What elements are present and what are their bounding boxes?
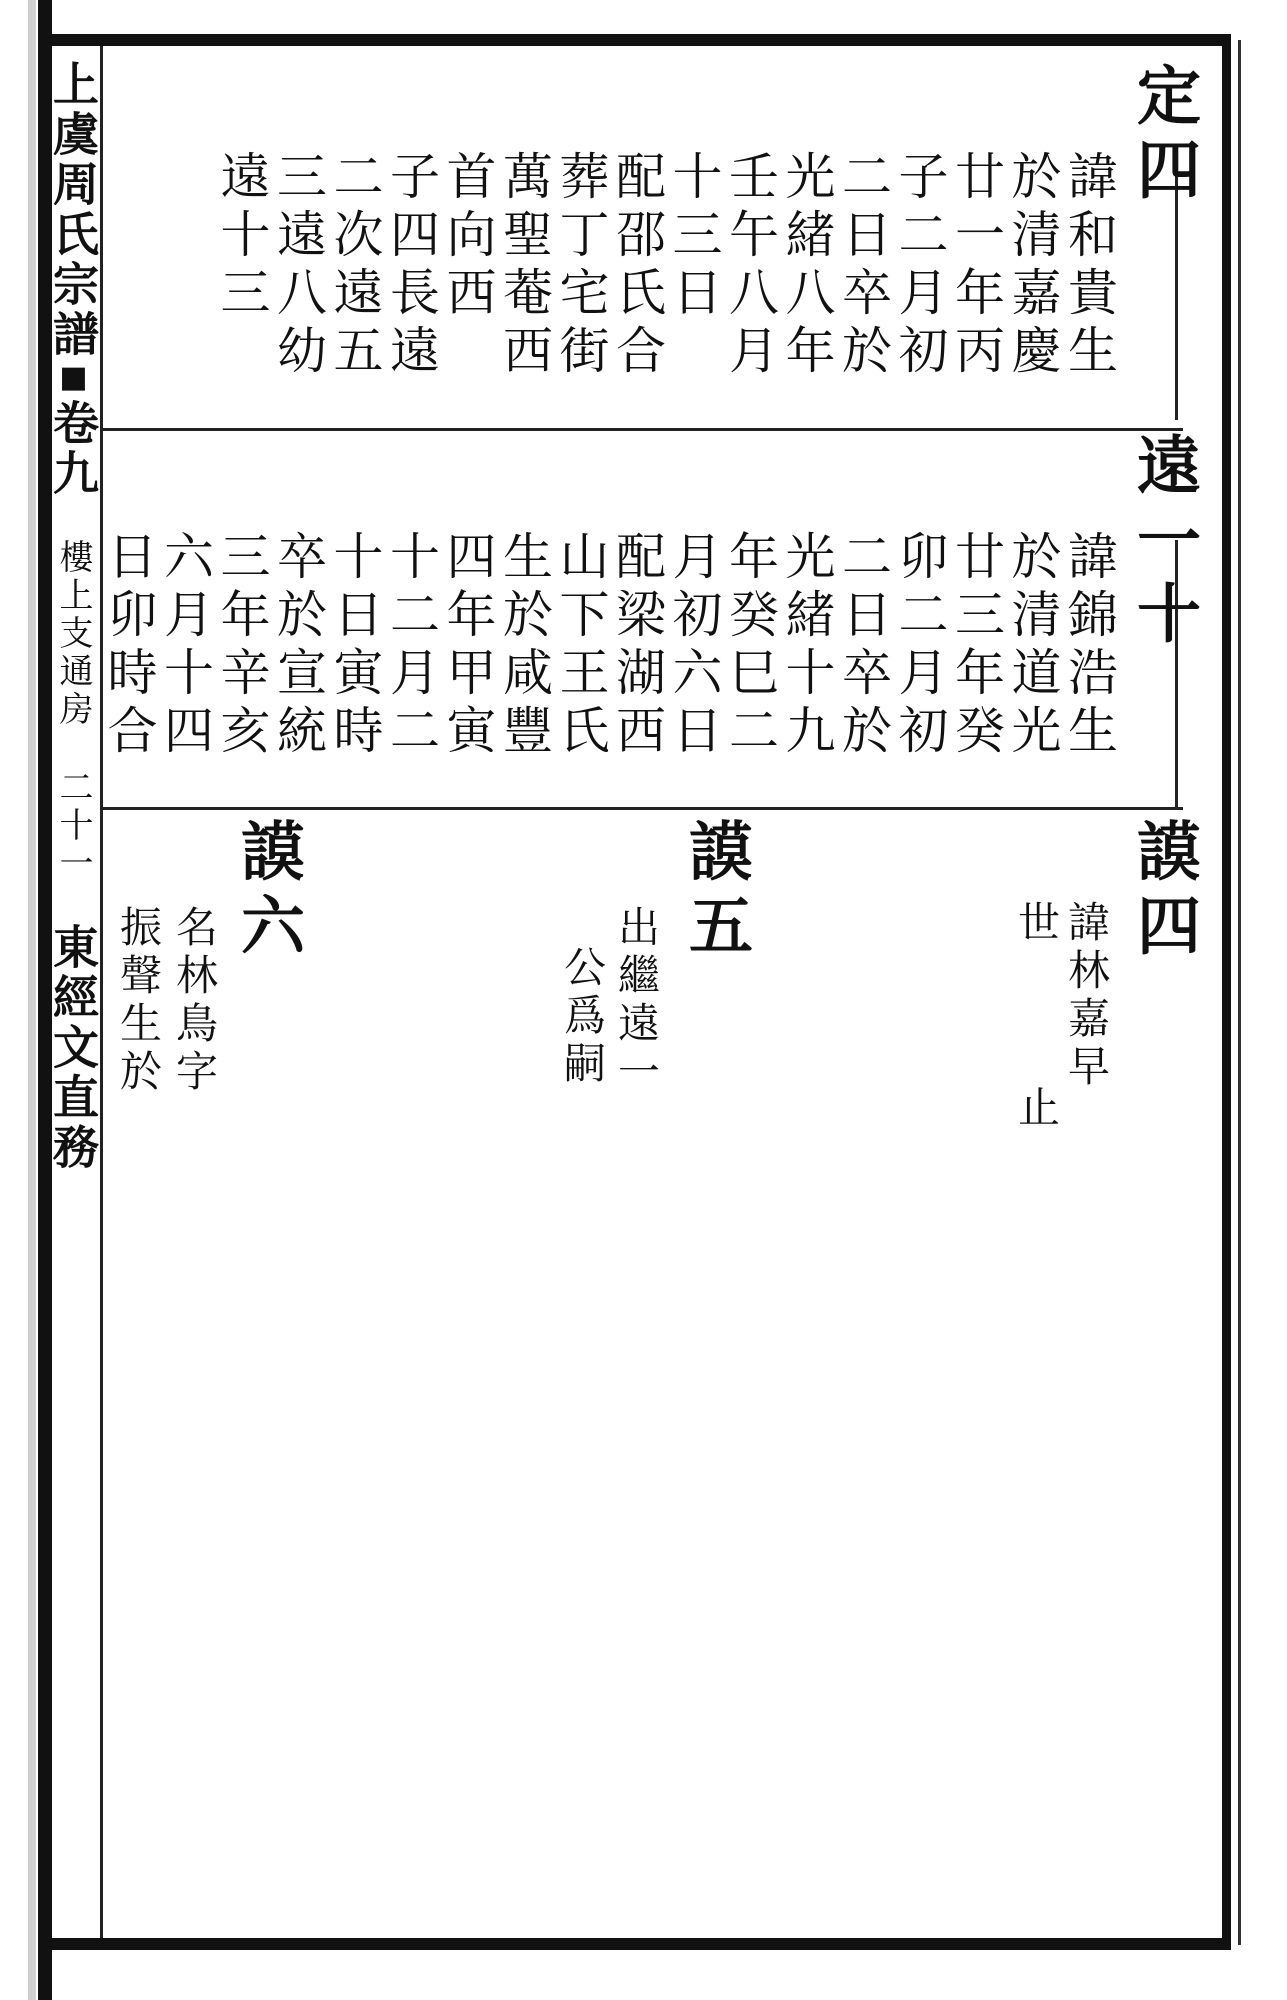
page-edge-shadow (28, 0, 36, 2000)
mo-four-text-3: 止 (1012, 1085, 1061, 1133)
tier1-column: 諱和貴生 (1060, 150, 1118, 382)
mo-four-text-1: 諱林嘉早 (1062, 900, 1111, 1092)
tier2-column: 卯二月初 (890, 530, 949, 762)
margin-block-mark: ■ (56, 360, 91, 399)
heading-mo-six: 謨六 (230, 818, 305, 966)
tier2-column: 山下王氏 (551, 530, 610, 762)
mo-four-text-2: 世 (1012, 900, 1061, 948)
tier2-column: 十日寅時 (325, 530, 384, 762)
heading-yuan-eleven: 遠一十 (1126, 432, 1201, 654)
bottom-border (52, 1938, 1222, 1950)
tier-rule-2 (103, 807, 1183, 810)
tier2-column: 卒於宣統 (269, 530, 327, 762)
tier1-column: 萬聖菴西 (495, 150, 553, 382)
tier2-column: 十二月二 (382, 530, 440, 762)
tier1-column: 配邵氏合 (608, 150, 666, 382)
right-border (1222, 34, 1231, 1950)
tier2-column: 六月十四 (156, 530, 214, 762)
tier1-column: 遠十三 (212, 150, 271, 324)
margin-hall: 東經文直務 (46, 923, 100, 1173)
heading-mo-five: 謨五 (678, 818, 753, 966)
tier1-column: 於清嘉慶 (1003, 150, 1062, 382)
tier2-column: 年癸巳二 (721, 530, 779, 762)
tier1-column: 廿一年丙 (947, 150, 1005, 382)
tier-rule-1 (103, 428, 1183, 431)
tier1-column: 壬午八月 (721, 150, 779, 382)
tier2-column: 配梁湖西 (608, 530, 666, 762)
right-outer-rule (1238, 40, 1241, 1945)
tier1-column: 十三日 (664, 150, 723, 324)
tree-branch-1 (1160, 428, 1178, 431)
tier2-column: 光緒十九 (777, 530, 836, 762)
mo-six-text-2: 振聲生於 (114, 905, 163, 1097)
tier1-column: 子二月初 (890, 150, 949, 382)
margin-page-number: 二十一 (53, 769, 93, 883)
tier1-column: 葬丁宅街 (551, 150, 610, 382)
heading-mo-four: 謨四 (1126, 818, 1201, 966)
tier1-column: 子四長遠 (382, 150, 440, 382)
top-border (52, 34, 1222, 46)
tier1-column: 二次遠五 (325, 150, 384, 382)
mo-six-text-1: 名林鳥字 (170, 905, 219, 1097)
tier2-column: 二日卒於 (834, 530, 892, 762)
heading-ding-si: 定四 (1126, 62, 1201, 210)
tier1-column: 三遠八幼 (269, 150, 327, 382)
margin-rule (100, 46, 103, 1938)
margin-branch: 樓上支通房 (53, 539, 93, 729)
tier2-column: 日卯時合 (99, 530, 158, 762)
tier2-column: 諱錦浩生 (1060, 530, 1118, 762)
tier2-column: 廿三年癸 (947, 530, 1005, 762)
tier2-column: 月初六日 (664, 530, 723, 762)
margin-volume: 卷九 (46, 399, 100, 499)
tier2-column: 四年甲寅 (438, 530, 497, 762)
tier2-column: 於清道光 (1003, 530, 1062, 762)
margin-title: 上虞周氏宗譜 (46, 60, 100, 360)
tree-branch-2 (1160, 807, 1178, 810)
margin-column (48, 60, 98, 1930)
mo-five-text-1: 出繼遠一 (612, 905, 661, 1097)
tier1-column: 光緒八年 (777, 150, 836, 382)
tier1-column: 二日卒於 (834, 150, 892, 382)
tier2-column: 三年辛亥 (212, 530, 271, 762)
mo-five-text-2: 公爲嗣 (558, 945, 607, 1089)
tier1-column: 首向西 (438, 150, 497, 324)
tier2-column: 生於咸豐 (495, 530, 553, 762)
